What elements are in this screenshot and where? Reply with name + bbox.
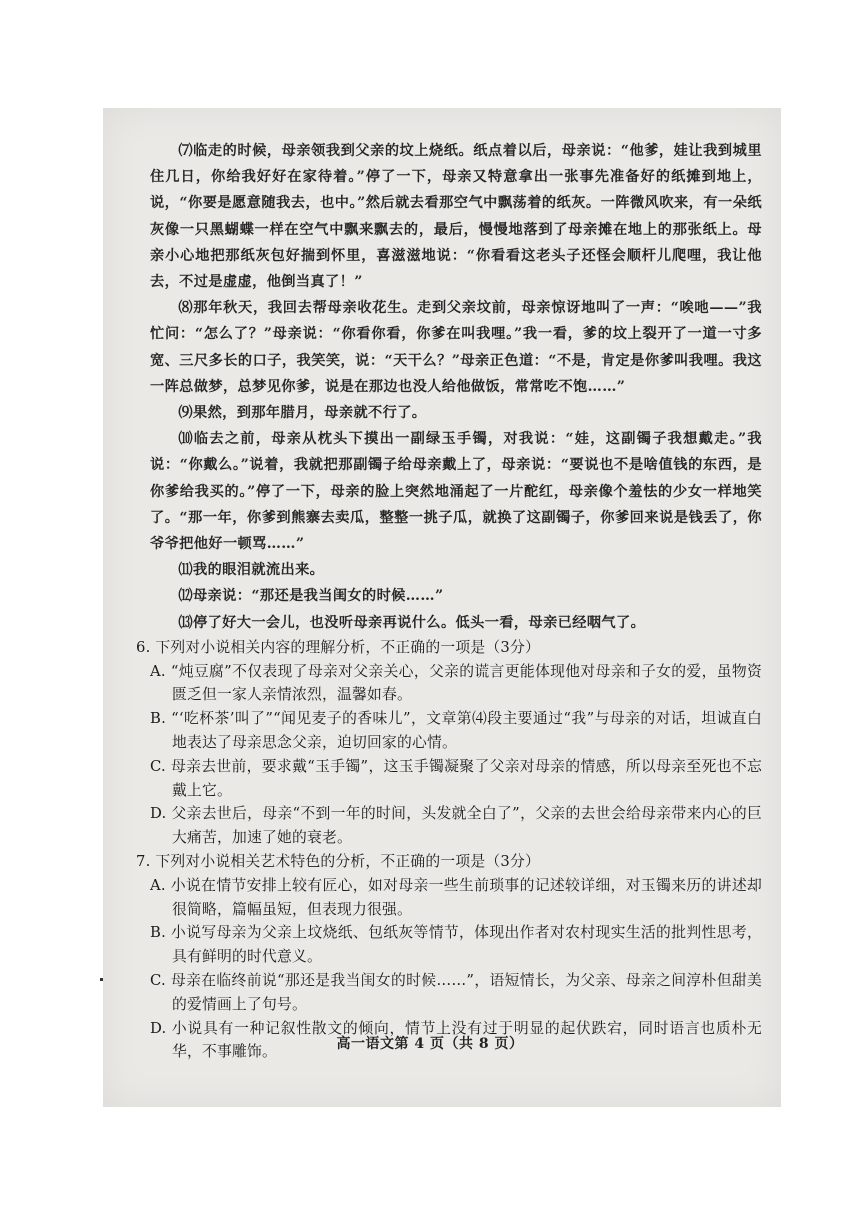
question-6-option-a: A. “炖豆腐”不仅表现了母亲对父亲关心，父亲的谎言更能体现他对母亲和子女的爱，虽物资匮乏但一家人亲情浓烈，温馨如春。 [150, 662, 762, 704]
question-7-option-b: B. 小说写母亲为父亲上坟烧纸、包纸灰等情节，体现出作者对农村现实生活的批判性思考，具有鲜明的时代意义。 [150, 924, 762, 966]
question-6-option-c: C. 母亲去世前，要求戴“玉手镯”，这玉手镯凝聚了父亲对母亲的情感，所以母亲至死也不忘戴上它。 [150, 757, 762, 799]
margin-mark [100, 978, 103, 981]
passage-paragraph-7: ⑺临走的时候，母亲领我到父亲的坟上烧纸。纸点着以后，母亲说：“他爹，娃让我到城里住几日，你给我好好在家待着。”停了一下，母亲又特意拿出一张事先准备好的纸摊到地上，说，“你要是愿意随我去，也中。”然后就去看那空气中飘荡着的纸灰。一阵微风吹来，有一朵纸灰像一只黑蝴蝶一样在空气中飘来飘去的，最后，慢慢地落到了母亲摊在地上的那张纸上。母亲小心地把那纸灰包好揣到怀里，喜滋滋地说：“你看看这老头子还怪会顺杆儿爬哩，我让他去，不过是虚虚，他倒当真了！” [150, 143, 762, 291]
page-footer: 高一语文第 4 页（共 8 页） [336, 1036, 524, 1052]
passage-paragraph-10: ⑽临去之前，母亲从枕头下摸出一副绿玉手镯，对我说：“娃，这副镯子我想戴走。”我说：“你戴么。”说着，我就把那副镯子给母亲戴上了，母亲说：“要说也不是啥值钱的东西，是你爹给我买的。”停了一下，母亲的脸上突然地涌起了一片酡红，母亲像个羞怯的少女一样地笑了。“那一年，你爹到熊寨去卖瓜，整整一挑子瓜，就换了这副镯子，你爹回来说是钱丢了，你爷爷把他好一顿骂……” [150, 431, 762, 553]
passage-paragraph-9: ⑼果然，到那年腊月，母亲就不行了。 [178, 405, 427, 422]
passage-paragraph-8: ⑻那年秋天，我回去帮母亲收花生。走到父亲坟前，母亲惊讶地叫了一声：“唉吔——”我忙问：“怎么了？”母亲说：“你看你看，你爹在叫我哩。”我一看，爹的坟上裂开了一道一寸多宽、三尺多长的口子，我笑笑，说：“天干么？”母亲正色道：“不是，肯定是你爹叫我哩。我这一阵总做梦，总梦见你爹，说是在那边也没人给他做饭，常常吃不饱……” [150, 300, 762, 395]
question-7-stem: 7. 下列对小说相关艺术特色的分析，不正确的一项是（3分） [136, 853, 540, 871]
question-7-option-a: A. 小说在情节安排上较有匠心，如对母亲一些生前琐事的记述较详细，对玉镯来历的讲述却很简略，篇幅虽短，但表现力很强。 [150, 876, 762, 918]
question-6-option-b: B. “‘吃杯茶’叫了”“闻见麦子的香味儿”，文章第⑷段主要通过“我”与母亲的对话，坦诚直白地表达了母亲思念父亲，迫切回家的心情。 [150, 710, 762, 752]
question-6-stem: 6. 下列对小说相关内容的理解分析，不正确的一项是（3分） [136, 638, 540, 656]
passage-paragraph-11: ⑾我的眼泪就流出来。 [178, 562, 325, 579]
page-content [136, 138, 762, 1064]
passage-paragraph-13: ⒀停了好大一会儿，也没听母亲再说什么。低头一看，母亲已经咽气了。 [178, 614, 646, 631]
question-7-option-d: D. 小说具有一种记叙性散文的倾向，情节上没有过于明显的起伏跌宕，同时语言也质朴无华，不事雕饰。 [150, 1019, 762, 1061]
question-6-option-d: D. 父亲去世后，母亲“不到一年的时间，头发就全白了”，父亲的去世会给母亲带来内心的巨大痛苦，加速了她的衰老。 [150, 805, 762, 847]
question-7-option-c: C. 母亲在临终前说“那还是我当闺女的时候……”，语短情长，为父亲、母亲之间淳朴但甜美的爱情画上了句号。 [150, 972, 762, 1013]
passage-paragraph-12: ⑿母亲说：“那还是我当闺女的时候……” [178, 588, 444, 605]
